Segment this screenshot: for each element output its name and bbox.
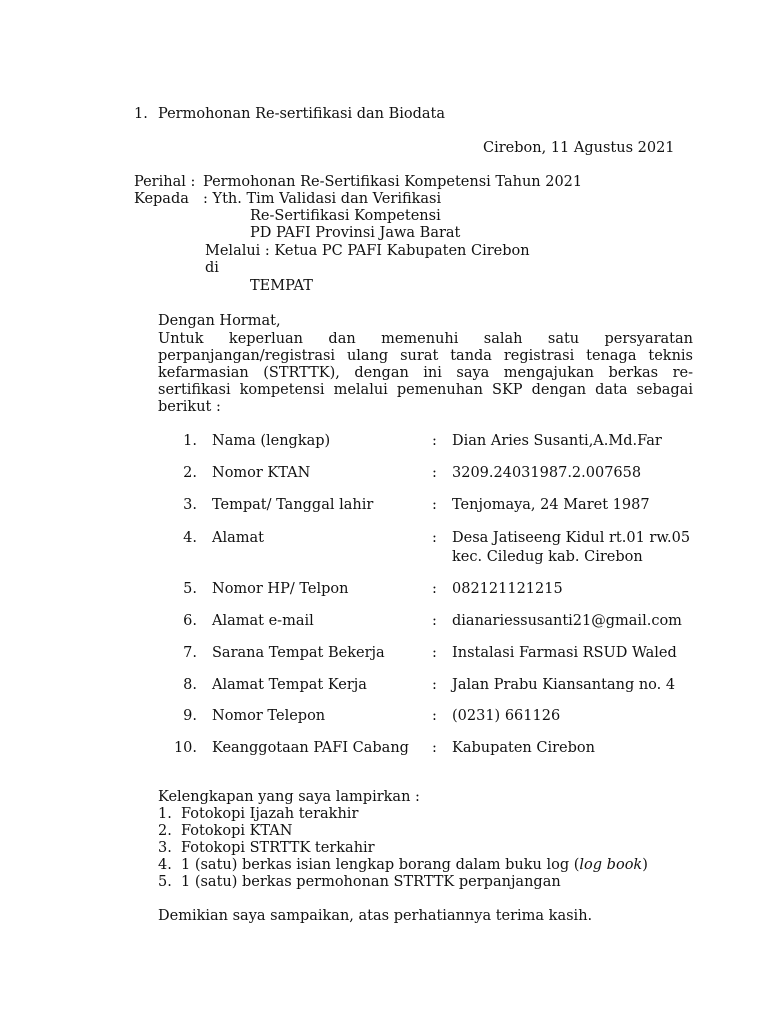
section-title: Permohonan Re-sertifikasi dan Biodata [158, 106, 445, 122]
list-item [158, 874, 561, 891]
kepada-label: Kepada [134, 191, 189, 207]
biodata-value: Kabupaten Cirebon [452, 740, 595, 756]
list-item-number: 3. [158, 840, 172, 856]
biodata-label: Tempat/ Tanggal lahir [212, 497, 374, 513]
section-number: 1. [134, 106, 148, 122]
list-item-text: Fotokopi Ijazah terakhir [181, 806, 359, 822]
biodata-number: 2. [183, 465, 197, 481]
biodata-label: Nama (lengkap) [212, 433, 331, 449]
list-item-text-wrapper [181, 857, 648, 874]
di-line: di [205, 260, 219, 276]
kepada-line: PD PAFI Provinsi Jawa Barat [250, 225, 461, 241]
biodata-colon: : [432, 465, 437, 481]
list-item-text: 1 (satu) berkas permohonan STRTTK perpanjangan [181, 874, 561, 890]
biodata-value-continued: kec. Ciledug kab. Cirebon [452, 549, 643, 565]
biodata-colon: : [432, 497, 437, 513]
kepada-line: : Yth. Tim Validasi dan Verifikasi [203, 191, 442, 207]
biodata-label: Nomor HP/ Telpon [212, 581, 349, 597]
biodata-row [0, 708, 768, 728]
tempat-line: TEMPAT [250, 278, 313, 294]
biodata-row [0, 433, 768, 453]
biodata-value: dianariessusanti21@gmail.com [452, 613, 682, 629]
biodata-colon: : [432, 708, 437, 724]
biodata-label: Alamat Tempat Kerja [212, 677, 367, 693]
biodata-value: 3209.24031987.2.007658 [452, 465, 642, 481]
body-paragraph: Untuk keperluan dan memenuhi salah satu persyaratan perpanjangan/registrasi ulang surat tanda registrasi tenaga teknis kefarmasian (STRTTK), dengan ini saya mengajukan berkas re-sertifikasi kompetensi melalui pemenuhan SKP dengan data sebagai berikut : [158, 331, 693, 415]
biodata-label: Sarana Tempat Bekerja [212, 645, 385, 661]
list-item-number: 5. [158, 874, 172, 890]
kepada-line: Re-Sertifikasi Kompetensi [250, 208, 441, 224]
biodata-label: Nomor KTAN [212, 465, 311, 481]
biodata-number: 9. [183, 708, 197, 724]
biodata-value: (0231) 661126 [452, 708, 561, 724]
closing-sentence: Demikian saya sampaikan, atas perhatiannya terima kasih. [158, 908, 593, 924]
biodata-number: 1. [183, 433, 197, 449]
list-item [158, 840, 375, 857]
biodata-row [0, 581, 768, 601]
biodata-colon: : [432, 677, 437, 693]
biodata-value: Tenjomaya, 24 Maret 1987 [452, 497, 650, 513]
biodata-row [0, 465, 768, 485]
biodata-row [0, 645, 768, 665]
biodata-row [0, 497, 768, 517]
perihal-value: Permohonan Re-Sertifikasi Kompetensi Tahun 2021 [203, 174, 583, 190]
list-item-number: 1. [158, 806, 172, 822]
greeting: Dengan Hormat, [158, 313, 281, 329]
list-item-suffix: ) [642, 857, 648, 873]
list-item [158, 857, 648, 874]
biodata-colon: : [432, 645, 437, 661]
biodata-label: Alamat e-mail [212, 613, 314, 629]
place-date: Cirebon, 11 Agustus 2021 [483, 140, 675, 156]
list-item-italic: log book [579, 857, 643, 873]
biodata-label: Nomor Telepon [212, 708, 326, 724]
biodata-number: 8. [183, 677, 197, 693]
list-item [158, 823, 293, 840]
biodata-value: Instalasi Farmasi RSUD Waled [452, 645, 677, 661]
biodata-row [0, 530, 768, 570]
list-item-number: 2. [158, 823, 172, 839]
list-item-number: 4. [158, 857, 172, 873]
biodata-number: 4. [183, 530, 197, 546]
biodata-number: 5. [183, 581, 197, 597]
biodata-value: Jalan Prabu Kiansantang no. 4 [452, 677, 676, 693]
biodata-number: 6. [183, 613, 197, 629]
list-item-text: Fotokopi STRTTK terkahir [181, 840, 375, 856]
biodata-row [0, 677, 768, 697]
biodata-colon: : [432, 433, 437, 449]
list-item-text: Fotokopi KTAN [181, 823, 293, 839]
biodata-number: 3. [183, 497, 197, 513]
melalui-line: Melalui : Ketua PC PAFI Kabupaten Cirebon [205, 243, 530, 259]
biodata-row [0, 740, 768, 760]
biodata-label: Keanggotaan PAFI Cabang [212, 740, 409, 756]
attachments-intro: Kelengkapan yang saya lampirkan : [158, 789, 420, 805]
biodata-value: 082121121215 [452, 581, 563, 597]
biodata-row [0, 613, 768, 633]
biodata-value: Dian Aries Susanti,A.Md.Far [452, 433, 662, 449]
biodata-colon: : [432, 581, 437, 597]
biodata-colon: : [432, 613, 437, 629]
biodata-colon: : [432, 740, 437, 756]
list-item [158, 806, 359, 823]
biodata-value: Desa Jatiseeng Kidul rt.01 rw.05 [452, 530, 691, 546]
list-item-text: 1 (satu) berkas isian lengkap borang dalam buku log ( [181, 857, 580, 873]
biodata-number: 10. [173, 740, 197, 756]
perihal-label: Perihal : [134, 174, 196, 190]
biodata-number: 7. [183, 645, 197, 661]
biodata-label: Alamat [212, 530, 264, 546]
biodata-colon: : [432, 530, 437, 546]
